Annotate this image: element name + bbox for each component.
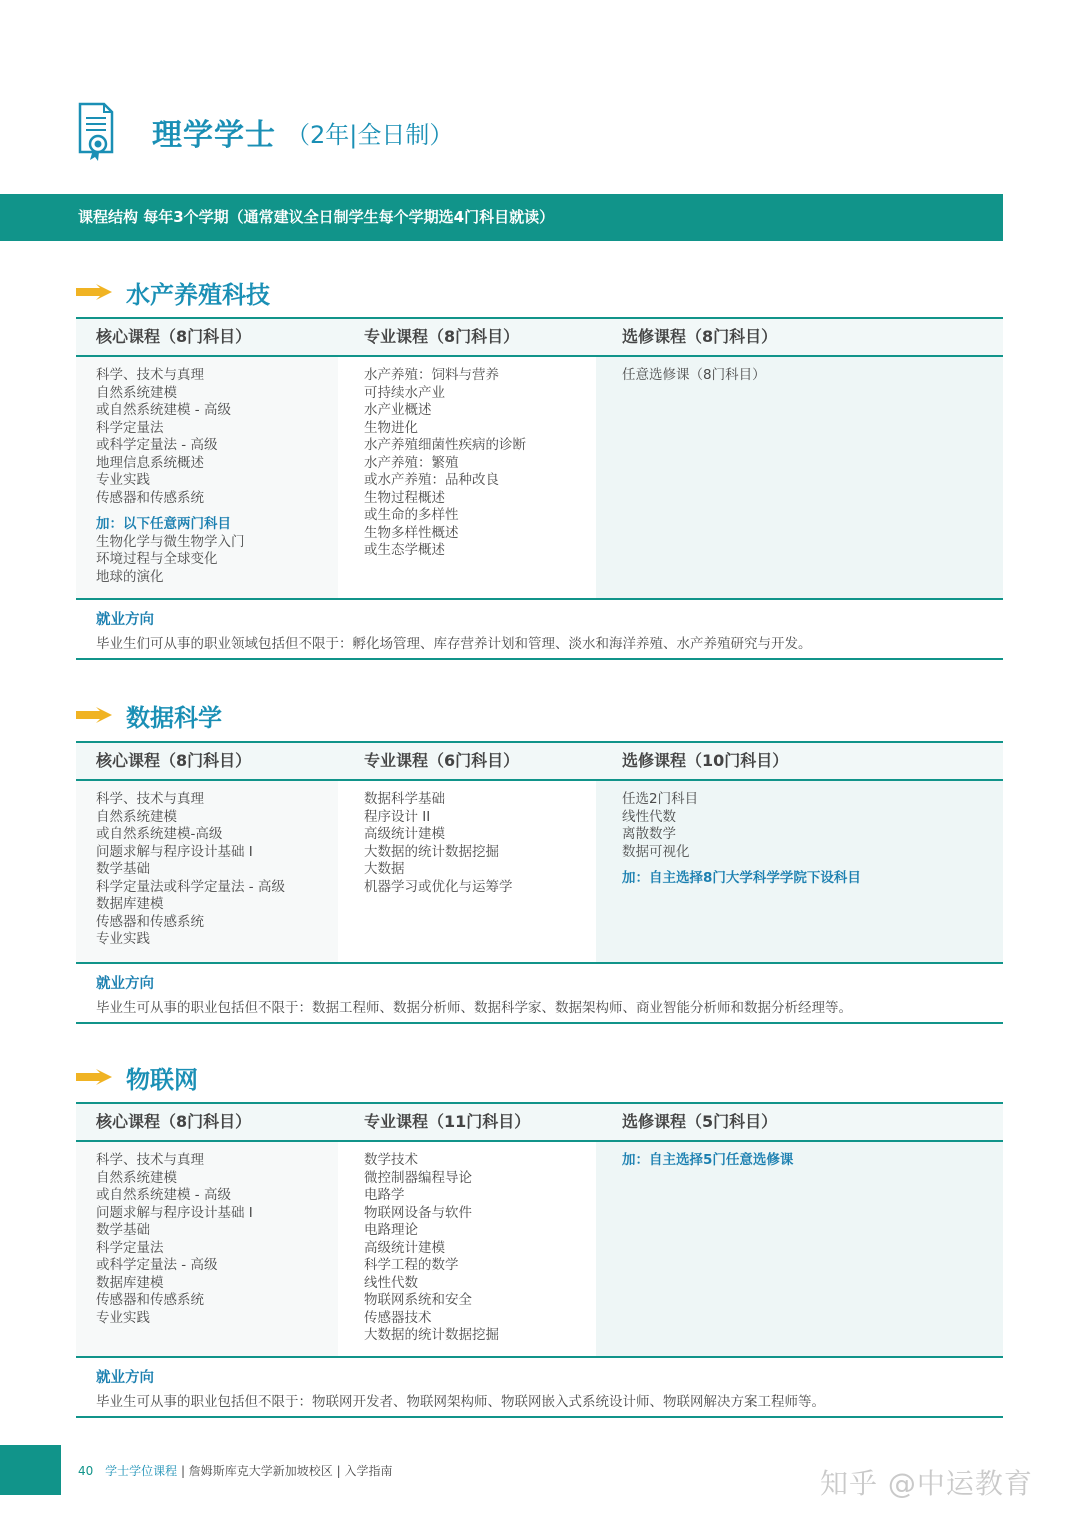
list-item: 生物进化 [364,419,418,436]
list-item: 科学定量法 [96,1239,164,1256]
list-item: 自然系统建模 [96,808,177,825]
list-item: 程序设计 II [364,808,431,825]
list-item: 传感器技术 [364,1309,432,1326]
list-item: 或自然系统建模 - 高级 [96,1187,231,1203]
additional-note: 加：以下任意两门科目 [96,516,231,532]
list-item: 生物过程概述 [364,489,445,506]
course-structure-banner: 课程结构 每年3个学期（通常建议全日制学生每个学期选4门科目就读） [0,194,1003,241]
list-item: 物联网系统和安全 [364,1292,472,1308]
section-title: 物联网 [126,1065,198,1094]
list-item: 微控制器编程导论 [364,1169,472,1186]
table-body [76,357,1003,598]
list-item: 环境过程与全球变化 [96,551,218,567]
major-column [338,1142,596,1356]
list-item: 任意选修课（8门科目） [622,367,766,383]
list-item: 传感器和传感系统 [96,489,204,506]
list-item: 或生态学概述 [364,542,445,558]
core-header: 核心课程（8门科目） [96,327,252,346]
additional-note: 加：自主选择5门任意选修课 [622,1152,794,1168]
list-item: 数据可视化 [622,843,690,860]
certificate-icon [76,102,116,162]
list-item: 科学工程的数学 [364,1257,459,1273]
career-heading: 就业方向 [96,976,154,992]
career-text: 毕业生们可从事的职业领域包括但不限于：孵化场管理、库存营养计划和管理、淡水和海洋养殖、水产养殖研究与开发。 [96,636,812,652]
career-text: 毕业生可从事的职业包括但不限于：物联网开发者、物联网架构师、物联网嵌入式系统设计师、物联网解决方案工程师等。 [96,1394,825,1410]
list-item: 机器学习或优化与运筹学 [364,878,513,895]
career-box [76,1356,1003,1418]
section-heading [76,272,270,312]
list-item: 科学、技术与真理 [96,367,204,383]
career-text: 毕业生可从事的职业包括但不限于：数据工程师、数据分析师、数据科学家、数据架构师、商业智能分析师和数据分析经理等。 [96,1000,852,1016]
elective-header: 选修课程（5门科目） [622,1112,778,1131]
list-item: 水产养殖：饲料与营养 [364,367,499,383]
page-header [76,100,453,164]
list-item: 传感器和传感系统 [96,1292,204,1308]
list-item: 科学定量法或科学定量法 - 高级 [96,878,285,895]
list-item: 离散数学 [622,826,676,842]
career-heading: 就业方向 [96,1370,154,1386]
list-item: 物联网设备与软件 [364,1204,472,1221]
list-item: 或科学定量法 - 高级 [96,437,218,453]
list-item: 科学、技术与真理 [96,1152,204,1168]
core-column [76,1142,338,1356]
list-item: 自然系统建模 [96,1169,177,1186]
list-item: 生物多样性概述 [364,524,459,541]
footer-lead: 学士学位课程 [105,1464,178,1478]
core-column [76,357,338,598]
major-header: 专业课程（6门科目） [364,751,520,770]
career-box [76,962,1003,1024]
career-heading: 就业方向 [96,612,154,628]
list-item: 或生命的多样性 [364,507,459,523]
list-item: 地理信息系统概述 [96,454,204,471]
list-item: 传感器和传感系统 [96,913,204,930]
list-item: 或自然系统建模 - 高级 [96,402,231,418]
list-item: 专业实践 [96,472,150,488]
list-item: 数据库建模 [96,1274,164,1291]
table-header [76,1102,1003,1142]
section-heading [76,1057,198,1097]
core-header: 核心课程（8门科目） [96,751,252,770]
page-title: 理学学士 [152,118,276,153]
elective-header: 选修课程（10门科目） [622,751,789,770]
list-item: 任选2门科目 [622,791,699,807]
list-item: 问题求解与程序设计基础 I [96,1204,253,1221]
list-item: 水产业概述 [364,402,432,418]
section-heading [76,695,222,735]
elective-column [596,357,1003,598]
list-item: 大数据的统计数据挖掘 [364,1327,499,1343]
list-item: 科学、技术与真理 [96,791,204,807]
footer-color-block [0,1445,61,1495]
additional-note: 加：自主选择8门大学科学学院下设科目 [622,870,861,886]
list-item: 高级统计建模 [364,826,445,842]
list-item: 大数据的统计数据挖掘 [364,843,499,860]
watermark: 知乎 @中运教育 [820,1467,1033,1500]
career-box [76,598,1003,660]
page-number: 40 [78,1464,94,1478]
list-item: 自然系统建模 [96,384,177,401]
footer-text: | 詹姆斯库克大学新加坡校区 | 入学指南 [180,1464,393,1478]
list-item: 数学技术 [364,1152,418,1168]
table-header [76,741,1003,781]
major-column [338,357,596,598]
list-item: 数据科学基础 [364,791,445,807]
list-item: 问题求解与程序设计基础 I [96,843,253,860]
elective-header: 选修课程（8门科目） [622,327,778,346]
elective-column [596,1142,1003,1356]
core-column [76,781,338,962]
list-item: 数学基础 [96,1222,150,1238]
list-item: 电路理论 [364,1222,418,1238]
list-item: 可持续水产业 [364,384,445,401]
list-item: 线性代数 [622,808,676,825]
major-header: 专业课程（11门科目） [364,1112,531,1131]
list-item: 线性代数 [364,1274,418,1291]
list-item: 大数据 [364,861,405,877]
list-item: 科学定量法 [96,419,164,436]
section-title: 数据科学 [126,703,222,732]
list-item: 数学基础 [96,861,150,877]
major-column [338,781,596,962]
arrow-right-icon [76,1069,112,1085]
list-item: 或水产养殖：品种改良 [364,472,499,488]
elective-column [596,781,1003,962]
list-item: 生物化学与微生物学入门 [96,533,245,550]
list-item: 高级统计建模 [364,1239,445,1256]
list-item: 专业实践 [96,1309,150,1326]
list-item: 地球的演化 [96,568,164,585]
arrow-right-icon [76,284,112,300]
table-body [76,1142,1003,1356]
list-item: 或科学定量法 - 高级 [96,1257,218,1273]
list-item: 水产养殖细菌性疾病的诊断 [364,437,526,453]
page-subtitle: （2年|全日制） [286,120,454,149]
page-footer [78,1462,392,1479]
list-item: 数据库建模 [96,896,164,912]
major-header: 专业课程（8门科目） [364,327,520,346]
arrow-right-icon [76,707,112,723]
list-item: 水产养殖：繁殖 [364,454,459,471]
list-item: 或自然系统建模-高级 [96,826,223,842]
core-header: 核心课程（8门科目） [96,1112,252,1131]
table-body [76,781,1003,962]
list-item: 专业实践 [96,931,150,947]
list-item: 电路学 [364,1187,405,1203]
section-title: 水产养殖科技 [126,280,270,309]
table-header [76,317,1003,357]
